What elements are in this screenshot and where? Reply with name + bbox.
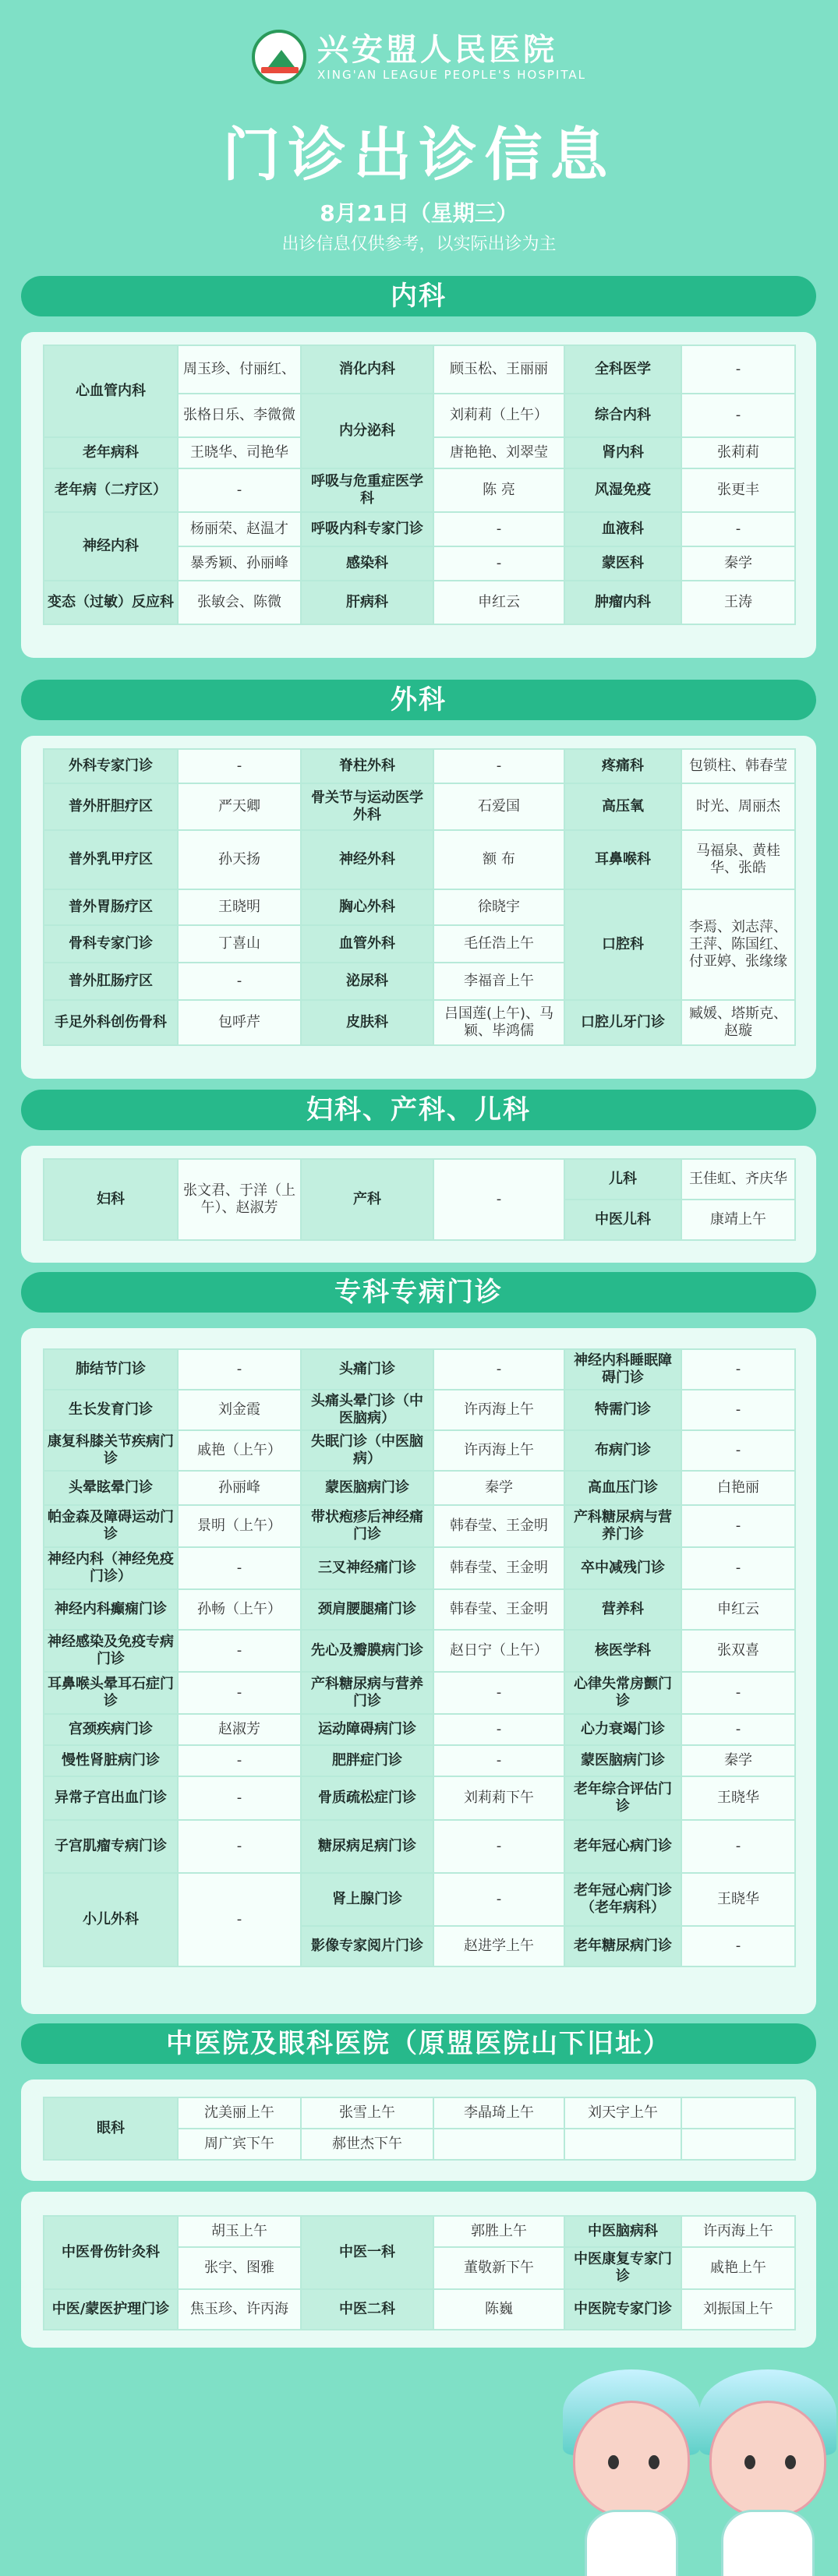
section-zhuanke-header: 专科专病门诊 — [21, 1272, 816, 1313]
doctor-cell: - — [178, 963, 301, 1000]
dept-cell: 头痛门诊 — [301, 1349, 433, 1390]
dept-cell: 普外肝胆疗区 — [44, 783, 178, 830]
doctor-cell: - — [178, 1349, 301, 1390]
doctor-cell: 秦学 — [681, 1745, 795, 1776]
dept-cell: 三叉神经痛门诊 — [301, 1547, 433, 1589]
dept-cell: 感染科 — [301, 546, 433, 581]
doctor-cell: - — [433, 1873, 564, 1926]
doctor-cell: 景明（上午） — [178, 1505, 301, 1547]
doctor-cell: 孙丽峰 — [178, 1471, 301, 1505]
dept-cell: 运动障碍病门诊 — [301, 1714, 433, 1745]
doctor-cell: 周广宾下午 — [178, 2129, 301, 2160]
dept-cell: 肾内科 — [564, 437, 681, 468]
dept-cell: 慢性肾脏病门诊 — [44, 1745, 178, 1776]
table-row — [44, 1505, 795, 1547]
table-row — [44, 1630, 795, 1672]
doctor-cell: - — [433, 1159, 564, 1240]
dept-cell: 先心及瓣膜病门诊 — [301, 1630, 433, 1672]
doctor-cell: - — [178, 1820, 301, 1873]
dept-cell: 神经内科癫痫门诊 — [44, 1589, 178, 1630]
dept-cell: 内分泌科 — [301, 394, 433, 468]
doctor-cell: - — [433, 1714, 564, 1745]
table-row — [44, 749, 795, 783]
doctor-cell — [564, 2129, 681, 2160]
page-title: 门诊出诊信息 — [222, 122, 616, 189]
dept-cell: 胸心外科 — [301, 889, 433, 925]
doctor-cell: 张雪上午 — [301, 2097, 433, 2129]
doctor-cell: 王晓华 — [681, 1873, 795, 1926]
dept-cell: 神经内科睡眠障碍门诊 — [564, 1349, 681, 1390]
doctor-cell: 赵日宁（上午） — [433, 1630, 564, 1672]
date-text: 8月21日（星期三） — [320, 200, 518, 226]
dept-cell: 头痛头晕门诊（中医脑病） — [301, 1390, 433, 1430]
dept-cell: 骨科专家门诊 — [44, 925, 178, 963]
doctor-cell: 马福泉、黄桂华、张皓 — [681, 830, 795, 889]
dept-cell: 妇科 — [44, 1159, 178, 1240]
doctor-cell: 秦学 — [681, 546, 795, 581]
waike-panel — [21, 736, 816, 1079]
doctor-cell: 许丙海上午 — [433, 1390, 564, 1430]
table-row — [44, 1000, 795, 1045]
dept-cell: 中医/蒙医护理门诊 — [44, 2289, 178, 2330]
doctor-cell: 张宇、图雅 — [178, 2247, 301, 2289]
doctor-cell: 刘金霞 — [178, 1390, 301, 1430]
dept-cell: 中医二科 — [301, 2289, 433, 2330]
doctor-cell: 王佳虹、齐庆华 — [681, 1159, 795, 1200]
table-row — [44, 1159, 795, 1200]
dept-cell: 带状疱疹后神经痛门诊 — [301, 1505, 433, 1547]
dept-cell: 老年病（二疗区） — [44, 468, 178, 512]
dept-cell: 卒中减残门诊 — [564, 1547, 681, 1589]
doctor-cell: - — [433, 546, 564, 581]
dept-cell: 老年综合评估门诊 — [564, 1776, 681, 1820]
doctor-cell: - — [681, 1430, 795, 1471]
doctor-cell — [433, 2129, 564, 2160]
doctor-cell: 许丙海上午 — [681, 2216, 795, 2247]
dept-cell: 小儿外科 — [44, 1873, 178, 1966]
doctor-cell: 王晓明 — [178, 889, 301, 925]
mascot-nurse — [698, 2369, 838, 2576]
dept-cell: 蒙医科 — [564, 546, 681, 581]
doctor-cell: - — [178, 1672, 301, 1714]
doctor-cell: - — [681, 1547, 795, 1589]
dept-cell: 老年病科 — [44, 437, 178, 468]
doctor-cell: - — [681, 345, 795, 394]
doctor-cell — [681, 2097, 795, 2129]
dept-cell: 呼吸内科专家门诊 — [301, 512, 433, 546]
note-text: 出诊信息仅供参考，以实际出诊为主 — [281, 235, 557, 254]
doctor-cell: 赵淑芳 — [178, 1714, 301, 1745]
dept-cell: 产科糖尿病与营养门诊 — [564, 1505, 681, 1547]
section-neike-header: 内科 — [21, 276, 816, 316]
doctor-cell — [681, 2129, 795, 2160]
dept-cell: 骨质疏松症门诊 — [301, 1776, 433, 1820]
waike-table — [43, 748, 796, 1046]
table-row — [44, 1672, 795, 1714]
doctor-cell: - — [178, 1745, 301, 1776]
dept-cell: 心血管内科 — [44, 345, 178, 437]
doctor-cell: 张更丰 — [681, 468, 795, 512]
table-row — [44, 830, 795, 889]
dept-cell: 肺结节门诊 — [44, 1349, 178, 1390]
table-row — [44, 1776, 795, 1820]
table-row — [44, 1589, 795, 1630]
dept-cell: 老年冠心病门诊（老年病科） — [564, 1873, 681, 1926]
dept-cell: 皮肤科 — [301, 1000, 433, 1045]
doctor-cell: 戚艳（上午） — [178, 1430, 301, 1471]
dept-cell: 口腔儿牙门诊 — [564, 1000, 681, 1045]
doctor-cell: 刘莉莉下午 — [433, 1776, 564, 1820]
dept-cell: 帕金森及障碍运动门诊 — [44, 1505, 178, 1547]
doctor-cell: 刘振国上午 — [681, 2289, 795, 2330]
table-row — [44, 1430, 795, 1471]
dept-cell: 普外胃肠疗区 — [44, 889, 178, 925]
dept-cell: 眼科 — [44, 2097, 178, 2160]
dept-cell: 疼痛科 — [564, 749, 681, 783]
zhuanke-table — [43, 1348, 796, 1967]
doctor-cell: 张敏会、陈微 — [178, 581, 301, 624]
dept-cell: 营养科 — [564, 1589, 681, 1630]
doctor-cell: 孙畅（上午） — [178, 1589, 301, 1630]
neike-table — [43, 345, 796, 625]
fuer-panel — [21, 1146, 816, 1263]
doctor-cell: - — [681, 1820, 795, 1873]
doctor-cell: 申红云 — [433, 581, 564, 624]
doctor-cell: 陈巍 — [433, 2289, 564, 2330]
dept-cell: 神经外科 — [301, 830, 433, 889]
zhuanke-panel — [21, 1328, 816, 2014]
dept-cell: 变态（过敏）反应科 — [44, 581, 178, 624]
dept-cell: 神经内科 — [44, 512, 178, 581]
dept-cell: 老年冠心病门诊 — [564, 1820, 681, 1873]
doctor-cell: - — [178, 749, 301, 783]
doctor-cell: - — [433, 749, 564, 783]
doctor-cell: - — [433, 512, 564, 546]
doctor-cell: 董敬新下午 — [433, 2247, 564, 2289]
doctor-cell: 秦学 — [433, 1471, 564, 1505]
doctor-cell: 韩春莹、王金明 — [433, 1505, 564, 1547]
dept-cell: 脊柱外科 — [301, 749, 433, 783]
dept-cell: 影像专家阅片门诊 — [301, 1926, 433, 1966]
dept-cell: 普外肛肠疗区 — [44, 963, 178, 1000]
doctor-cell: 沈美丽上午 — [178, 2097, 301, 2129]
doctor-cell: 张格日乐、李微微 — [178, 394, 301, 437]
table-row — [44, 1390, 795, 1430]
doctor-cell: 王晓华 — [681, 1776, 795, 1820]
doctor-cell: 赵进学上午 — [433, 1926, 564, 1966]
dept-cell: 血管外科 — [301, 925, 433, 963]
section-zhongyi-header: 中医院及眼科医院（原盟医院山下旧址） — [21, 2023, 816, 2064]
table-row — [44, 512, 795, 546]
dept-cell: 特需门诊 — [564, 1390, 681, 1430]
section-fuer-header: 妇科、产科、儿科 — [21, 1090, 816, 1130]
dept-cell: 高血压门诊 — [564, 1471, 681, 1505]
table-row — [44, 581, 795, 624]
doctor-cell: - — [681, 512, 795, 546]
table-row — [44, 345, 795, 394]
doctor-cell: 韩春莹、王金明 — [433, 1547, 564, 1589]
dept-cell: 中医脑病科 — [564, 2216, 681, 2247]
doctor-cell: 毛任浩上午 — [433, 925, 564, 963]
dept-cell: 中医骨伤针灸科 — [44, 2216, 178, 2289]
dept-cell: 外科专家门诊 — [44, 749, 178, 783]
neike-panel — [21, 332, 816, 658]
doctor-cell: - — [433, 1820, 564, 1873]
doctor-cell: 刘天宇上午 — [564, 2097, 681, 2129]
doctor-cell: - — [681, 1926, 795, 1966]
hospital-logo-icon — [252, 30, 306, 84]
doctor-cell: - — [681, 1390, 795, 1430]
doctor-cell: - — [681, 394, 795, 437]
doctor-cell: 吕国莲(上午)、马颖、毕鸿儒 — [433, 1000, 564, 1045]
zhongyi-table — [43, 2215, 796, 2330]
dept-cell: 消化内科 — [301, 345, 433, 394]
doctor-cell: 韩春莹、王金明 — [433, 1589, 564, 1630]
doctor-cell: - — [178, 1776, 301, 1820]
dept-cell: 神经内科（神经免疫门诊） — [44, 1547, 178, 1589]
doctor-cell: - — [681, 1714, 795, 1745]
dept-cell: 肿瘤内科 — [564, 581, 681, 624]
dept-cell: 综合内科 — [564, 394, 681, 437]
table-row — [44, 1745, 795, 1776]
doctor-cell: 陈 亮 — [433, 468, 564, 512]
dept-cell: 骨关节与运动医学外科 — [301, 783, 433, 830]
doctor-cell: - — [433, 1349, 564, 1390]
table-row — [44, 1349, 795, 1390]
doctor-cell: 包锁柱、韩春莹 — [681, 749, 795, 783]
yanke-table — [43, 2097, 796, 2161]
dept-cell: 产科糖尿病与营养门诊 — [301, 1672, 433, 1714]
table-row — [44, 1873, 795, 1926]
hospital-logo-row — [0, 30, 838, 84]
dept-cell: 产科 — [301, 1159, 433, 1240]
doctor-cell: 焦玉珍、许丙海 — [178, 2289, 301, 2330]
dept-cell: 中医康复专家门诊 — [564, 2247, 681, 2289]
doctor-cell: - — [433, 1745, 564, 1776]
dept-cell: 全科医学 — [564, 345, 681, 394]
dept-cell: 心力衰竭门诊 — [564, 1714, 681, 1745]
doctor-cell: - — [681, 1349, 795, 1390]
doctor-cell: 李晶琦上午 — [433, 2097, 564, 2129]
doctor-cell: - — [433, 1672, 564, 1714]
dept-cell: 心律失常房颤门诊 — [564, 1672, 681, 1714]
doctor-cell: 李福音上午 — [433, 963, 564, 1000]
doctor-cell: 郝世杰下午 — [301, 2129, 433, 2160]
table-row — [44, 2097, 795, 2129]
doctor-cell: - — [681, 1672, 795, 1714]
dept-cell: 耳鼻喉头晕耳石症门诊 — [44, 1672, 178, 1714]
doctor-cell: 郭胜上午 — [433, 2216, 564, 2247]
dept-cell: 生长发育门诊 — [44, 1390, 178, 1430]
dept-cell: 耳鼻喉科 — [564, 830, 681, 889]
dept-cell: 肾上腺门诊 — [301, 1873, 433, 1926]
dept-cell: 中医院专家门诊 — [564, 2289, 681, 2330]
hospital-name-cn: 兴安盟人民医院 — [317, 32, 558, 68]
doctor-cell: - — [681, 1505, 795, 1547]
dept-cell: 宫颈疾病门诊 — [44, 1714, 178, 1745]
dept-cell: 蒙医脑病门诊 — [301, 1471, 433, 1505]
doctor-cell: 李焉、刘志萍、王萍、陈国红、付亚婷、张缘缘 — [681, 889, 795, 1000]
doctor-cell: 顾玉松、王丽丽 — [433, 345, 564, 394]
doctor-cell: 张双喜 — [681, 1630, 795, 1672]
hospital-name-en: XING'AN LEAGUE PEOPLE'S HOSPITAL — [317, 68, 586, 82]
dept-cell: 异常子宫出血门诊 — [44, 1776, 178, 1820]
table-row — [44, 1714, 795, 1745]
dept-cell: 蒙医脑病门诊 — [564, 1745, 681, 1776]
doctor-cell: 张文君、于洋（上午）、赵淑芳 — [178, 1159, 301, 1240]
doctor-cell: - — [178, 1630, 301, 1672]
dept-cell: 子宫肌瘤专病门诊 — [44, 1820, 178, 1873]
dept-cell: 核医学科 — [564, 1630, 681, 1672]
doctor-cell: - — [178, 468, 301, 512]
doctor-cell: 申红云 — [681, 1589, 795, 1630]
zhongyi-panel — [21, 2192, 816, 2348]
doctor-cell: 唐艳艳、刘翠莹 — [433, 437, 564, 468]
table-row — [44, 1547, 795, 1589]
dept-cell: 肥胖症门诊 — [301, 1745, 433, 1776]
doctor-cell: - — [178, 1873, 301, 1966]
doctor-cell: 孙天扬 — [178, 830, 301, 889]
dept-cell: 中医儿科 — [564, 1200, 681, 1240]
doctor-cell: 刘莉莉（上午） — [433, 394, 564, 437]
dept-cell: 口腔科 — [564, 889, 681, 1000]
doctor-cell: 戚艳上午 — [681, 2247, 795, 2289]
doctor-cell: 严天卿 — [178, 783, 301, 830]
doctor-cell: 额 布 — [433, 830, 564, 889]
dept-cell: 儿科 — [564, 1159, 681, 1200]
doctor-cell: 许丙海上午 — [433, 1430, 564, 1471]
mascot-doctor — [561, 2369, 702, 2576]
doctor-cell: 时光、周丽杰 — [681, 783, 795, 830]
dept-cell: 颈肩腰腿痛门诊 — [301, 1589, 433, 1630]
doctor-cell: 周玉珍、付丽红、 — [178, 345, 301, 394]
dept-cell: 中医一科 — [301, 2216, 433, 2289]
dept-cell: 失眠门诊（中医脑病） — [301, 1430, 433, 1471]
table-row — [44, 1471, 795, 1505]
dept-cell: 泌尿科 — [301, 963, 433, 1000]
table-row — [44, 2216, 795, 2247]
dept-cell: 呼吸与危重症医学科 — [301, 468, 433, 512]
dept-cell: 风湿免疫 — [564, 468, 681, 512]
dept-cell: 糖尿病足病门诊 — [301, 1820, 433, 1873]
dept-cell: 高压氧 — [564, 783, 681, 830]
table-row — [44, 2289, 795, 2330]
table-row — [44, 783, 795, 830]
dept-cell: 老年糖尿病门诊 — [564, 1926, 681, 1966]
fuer-table — [43, 1158, 796, 1241]
dept-cell: 布病门诊 — [564, 1430, 681, 1471]
doctor-cell: 包呼芹 — [178, 1000, 301, 1045]
doctor-cell: 丁喜山 — [178, 925, 301, 963]
dept-cell: 手足外科创伤骨科 — [44, 1000, 178, 1045]
doctor-cell: 王涛 — [681, 581, 795, 624]
dept-cell: 神经感染及免疫专病门诊 — [44, 1630, 178, 1672]
doctor-cell: 王晓华、司艳华 — [178, 437, 301, 468]
yanke-panel — [21, 2080, 816, 2181]
doctor-cell: 杨丽荣、赵温才 — [178, 512, 301, 546]
table-row — [44, 468, 795, 512]
dept-cell: 血液科 — [564, 512, 681, 546]
dept-cell: 肝病科 — [301, 581, 433, 624]
table-row — [44, 889, 795, 925]
dept-cell: 普外乳甲疗区 — [44, 830, 178, 889]
table-row — [44, 1820, 795, 1873]
doctor-cell: 徐晓宇 — [433, 889, 564, 925]
dept-cell: 头晕眩晕门诊 — [44, 1471, 178, 1505]
doctor-cell: - — [178, 1547, 301, 1589]
doctor-cell: 康靖上午 — [681, 1200, 795, 1240]
doctor-cell: 胡玉上午 — [178, 2216, 301, 2247]
doctor-cell: 张莉莉 — [681, 437, 795, 468]
section-waike-header: 外科 — [21, 680, 816, 720]
doctor-cell: 石爱国 — [433, 783, 564, 830]
doctor-cell: 暴秀颖、孙丽峰 — [178, 546, 301, 581]
dept-cell: 康复科膝关节疾病门诊 — [44, 1430, 178, 1471]
doctor-cell: 白艳丽 — [681, 1471, 795, 1505]
doctor-cell: 臧媛、塔斯克、赵璇 — [681, 1000, 795, 1045]
